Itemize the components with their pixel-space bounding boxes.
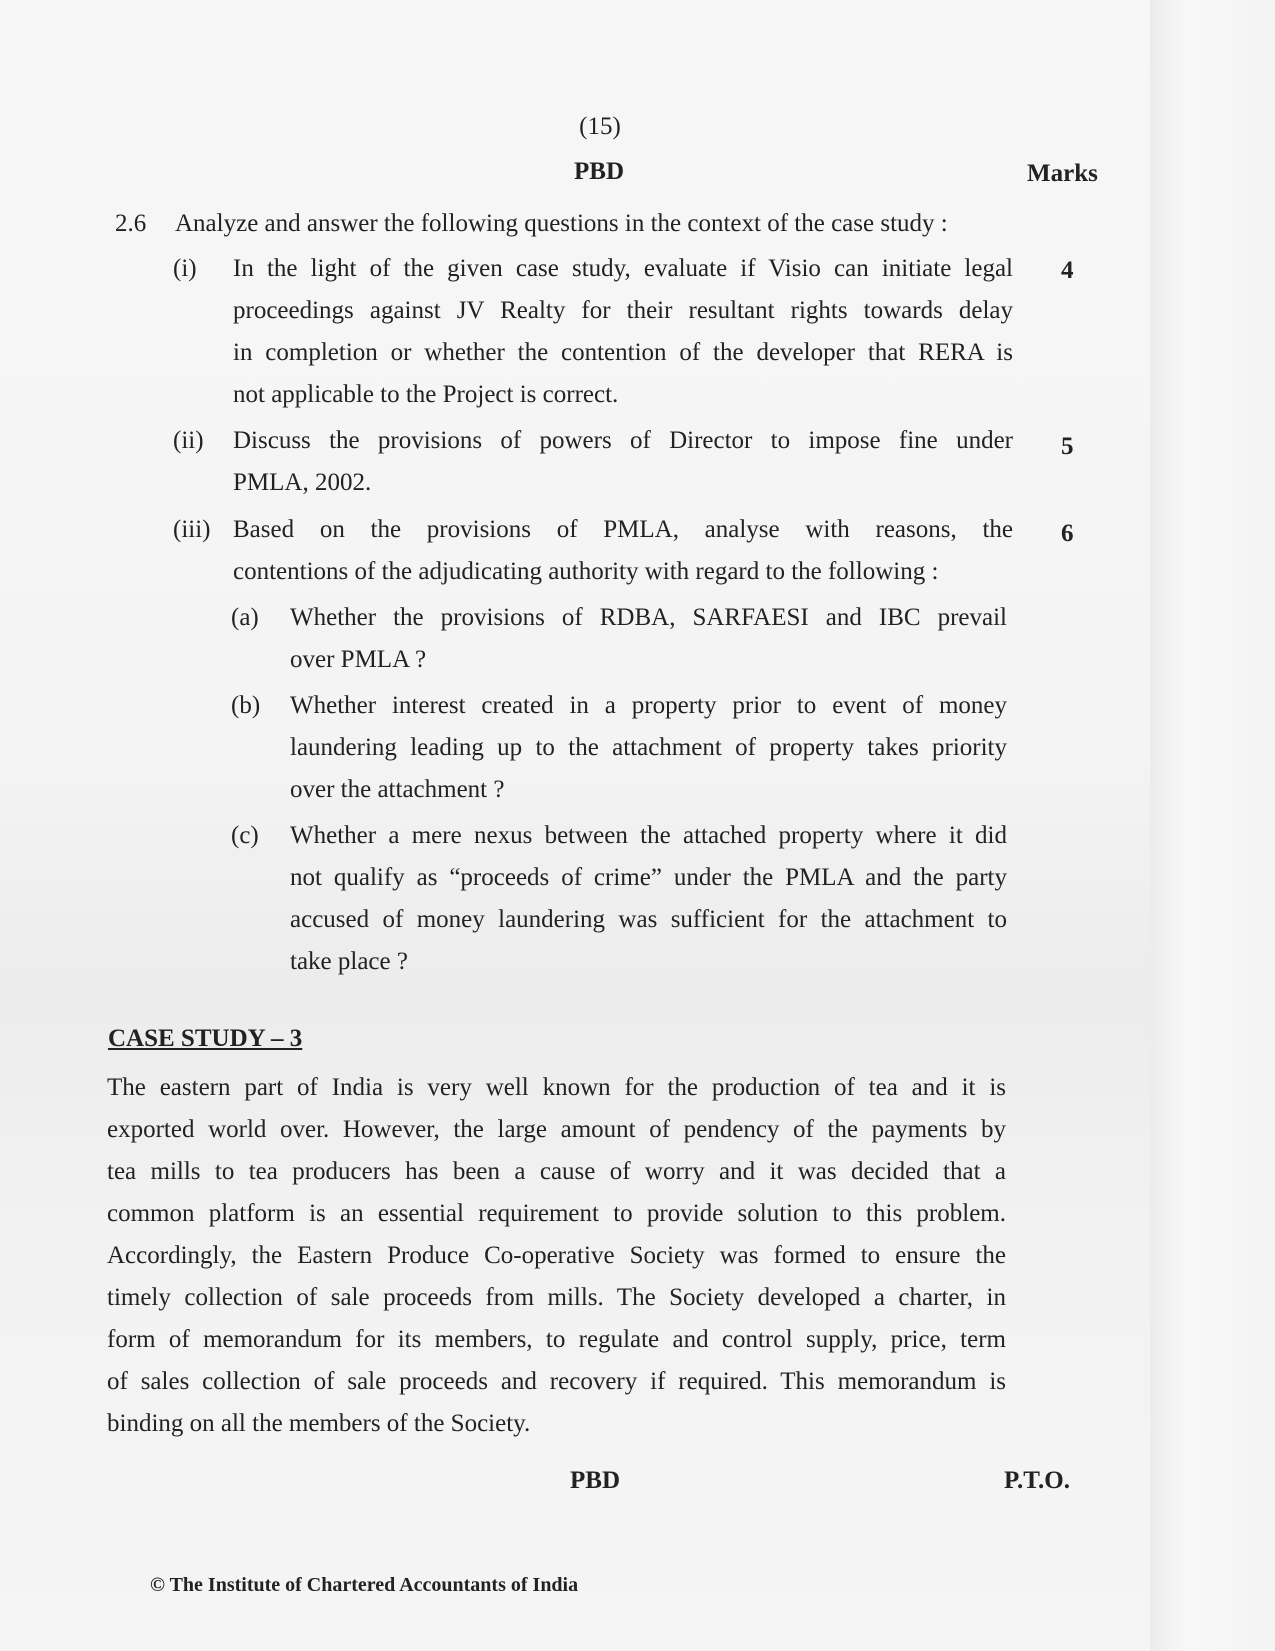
case-line-4: common platform is an essential requirement to provide solution to this problem. [107,1200,1006,1227]
subpart-b-line-2: laundering leading up to the attachment of property takes priority [290,734,1007,761]
paper-code-footer: PBD [570,1467,620,1494]
page-number: (15) [579,113,621,140]
question-intro: Analyze and answer the following questions in the context of the case study : [175,210,948,237]
part-ii-line-2: PMLA, 2002. [233,469,372,496]
subpart-c-line-4: take place ? [290,948,408,975]
part-label-ii: (ii) [173,427,204,454]
part-label-i: (i) [173,255,197,282]
subpart-text-a [290,597,1007,681]
subpart-c-line-1: Whether a mere nexus between the attached property where it did [290,822,1007,849]
subpart-text-c [290,815,1007,983]
subpart-text-b [290,685,1007,811]
page-edge-shadow [1150,0,1275,1651]
subpart-label-a: (a) [231,604,259,631]
part-i-line-4: not applicable to the Project is correct. [233,381,619,408]
subpart-label-b: (b) [231,692,261,719]
subpart-a-line-2: over PMLA ? [290,646,427,673]
part-i-line-3: in completion or whether the contention of the developer that RERA is [233,339,1013,366]
subpart-b-line-3: over the attachment ? [290,776,505,803]
case-line-6: timely collection of sale proceeds from mills. The Society developed a charter, in [107,1284,1006,1311]
case-study-heading: CASE STUDY – 3 [108,1025,303,1052]
subpart-a-line-1: Whether the provisions of RDBA, SARFAESI and IBC prevail [290,604,1007,631]
case-line-5: Accordingly, the Eastern Produce Co-operative Society was formed to ensure the [107,1242,1006,1269]
subpart-c-line-2: not qualify as “proceeds of crime” under the PMLA and the party [290,864,1007,891]
case-line-3: tea mills to tea producers has been a cause of worry and it was decided that a [107,1158,1006,1185]
part-text-i [233,248,1013,416]
copyright-notice: © The Institute of Chartered Accountants of India [150,1574,579,1596]
part-marks-ii: 5 [1061,433,1074,460]
case-line-7: form of memorandum for its members, to regulate and control supply, price, term [107,1326,1006,1353]
part-ii-line-1: Discuss the provisions of powers of Director to impose fine under [233,427,1013,454]
paper-code-top: PBD [574,158,624,185]
part-marks-iii: 6 [1061,520,1074,547]
part-i-line-2: proceedings against JV Realty for their resultant rights towards delay [233,297,1013,324]
question-number: 2.6 [115,210,147,237]
part-label-iii: (iii) [173,516,211,543]
subpart-c-line-3: accused of money laundering was sufficient for the attachment to [290,906,1007,933]
case-study-paragraph [107,1067,1006,1445]
case-line-2: exported world over. However, the large amount of pendency of the payments by [107,1116,1006,1143]
subpart-label-c: (c) [231,822,259,849]
part-iii-line-2: contentions of the adjudicating authority with regard to the following : [233,558,939,585]
subpart-b-line-1: Whether interest created in a property prior to event of money [290,692,1007,719]
please-turn-over: P.T.O. [1004,1467,1070,1494]
case-line-9: binding on all the members of the Society. [107,1410,531,1437]
part-i-line-1: In the light of the given case study, evaluate if Visio can initiate legal [233,255,1013,282]
part-text-iii [233,509,1013,593]
case-line-1: The eastern part of India is very well known for the production of tea and it is [107,1074,1006,1101]
marks-column-heading: Marks [1027,160,1098,187]
part-text-ii [233,420,1013,504]
part-iii-line-1: Based on the provisions of PMLA, analyse with reasons, the [233,516,1013,543]
case-line-8: of sales collection of sale proceeds and recovery if required. This memorandum is [107,1368,1006,1395]
part-marks-i: 4 [1061,257,1074,284]
